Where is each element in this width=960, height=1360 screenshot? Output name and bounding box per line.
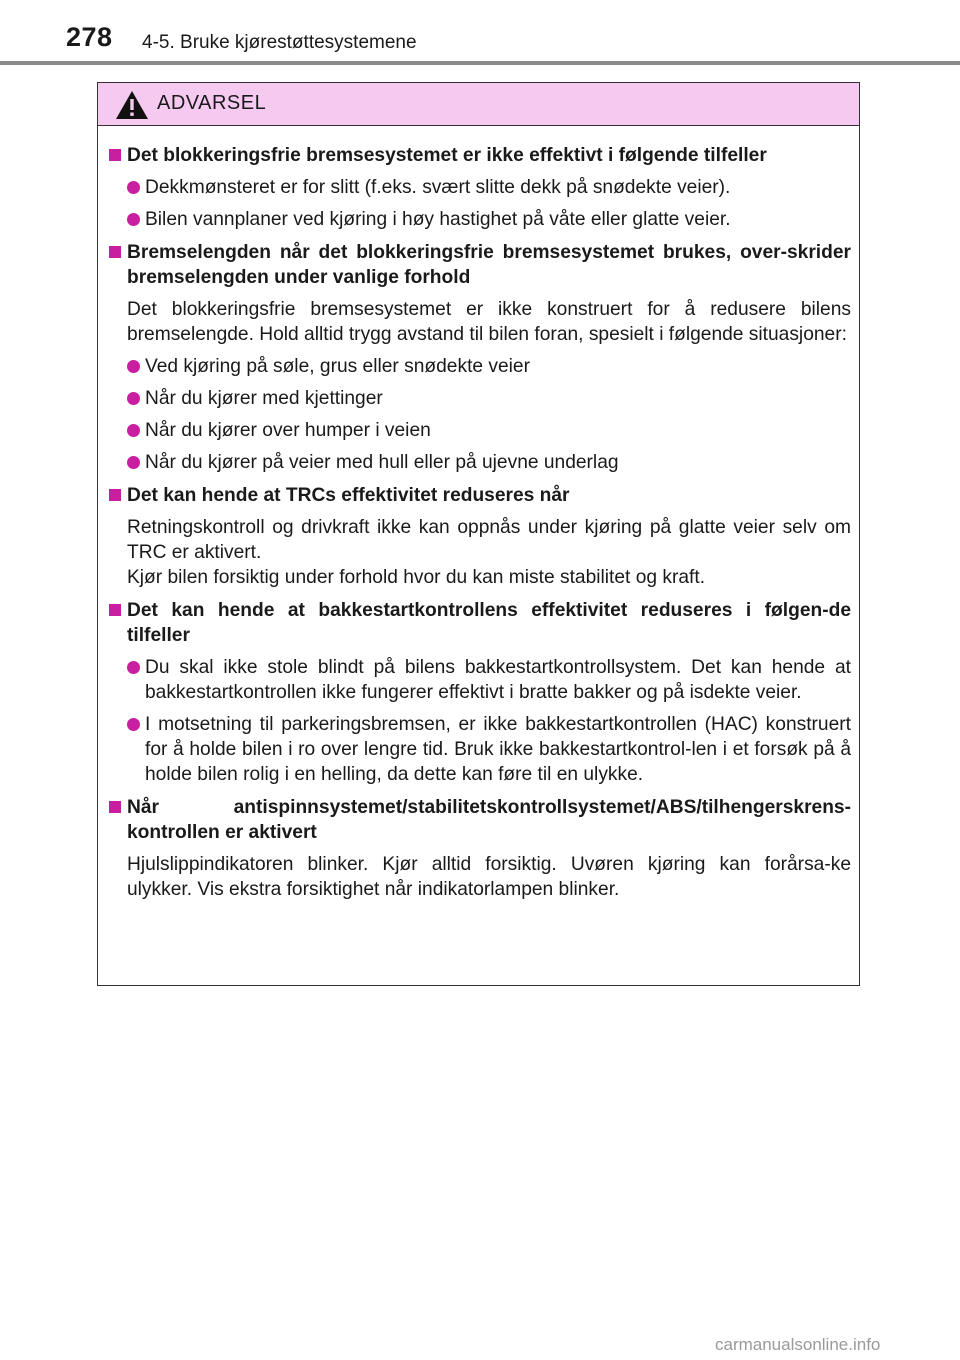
header-divider: [0, 61, 960, 65]
circle-bullet-icon: [127, 418, 145, 443]
list-item: Når du kjører på veier med hull eller på ujevne underlag: [108, 450, 851, 475]
section-body: Hjulslippindikatoren blinker. Kjør alltid forsiktig. Uvøren kjøring kan forårsa-ke ulykker. Vis ekstra forsiktighet når indikatorlampen blinker.: [127, 854, 851, 900]
list-item: Bilen vannplaner ved kjøring i høy hastighet på våte eller glatte veier.: [108, 207, 851, 232]
warning-section: [108, 795, 851, 902]
list-item: Når du kjører med kjettinger: [108, 386, 851, 411]
section-body: Kjør bilen forsiktig under forhold hvor du kan miste stabilitet og kraft.: [127, 567, 706, 588]
section-body: Retningskontroll og drivkraft ikke kan oppnås under kjøring på glatte veier selv om TRC er aktivert.: [127, 517, 851, 563]
circle-bullet-icon: [127, 354, 145, 379]
circle-bullet-icon: [127, 450, 145, 475]
list-item: Når du kjører over humper i veien: [108, 418, 851, 443]
section-heading: Bremselengden når det blokkeringsfrie bremsesystemet brukes, over-skrider bremselengden under vanlige forhold: [108, 240, 851, 290]
warning-label: ADVARSEL: [157, 92, 267, 114]
section-body: Det blokkeringsfrie bremsesystemet er ikke konstruert for å redusere bilens bremselengde. Hold alltid trygg avstand til bilen foran, spesielt i følgende situasjoner:: [127, 299, 851, 345]
square-bullet-icon: [108, 795, 124, 807]
warning-triangle-icon: [115, 90, 149, 120]
square-bullet-icon: [108, 240, 124, 252]
circle-bullet-icon: [127, 655, 145, 705]
section-heading: Det kan hende at bakkestartkontrollens effektivitet reduseres i følgen-de tilfeller: [108, 598, 851, 648]
circle-bullet-icon: [127, 175, 145, 200]
list-item: Ved kjøring på søle, grus eller snødekte veier: [108, 354, 851, 379]
warning-box: [97, 82, 860, 986]
section-heading: Når antispinnsystemet/stabilitetskontrollsystemet/ABS/tilhengerskrens-kontrollen er aktivert: [108, 795, 851, 845]
warning-header: [98, 83, 859, 126]
warning-section: [108, 483, 851, 590]
section-title: 4-5. Bruke kjørestøttesystemene: [142, 32, 417, 53]
square-bullet-icon: [108, 598, 124, 610]
circle-bullet-icon: [127, 712, 145, 787]
warning-section: [108, 240, 851, 475]
watermark: carmanualsonline.info: [715, 1335, 881, 1354]
list-item: I motsetning til parkeringsbremsen, er ikke bakkestartkontrollen (HAC) konstruert for å holde bilen i ro over lengre tid. Bruk ikke bakkestartkontrol-len i et forsøk på å holde bilen rolig i en helling, da dette kan føre til en ulykke.: [108, 712, 851, 787]
square-bullet-icon: [108, 143, 124, 155]
section-heading: Det blokkeringsfrie bremsesystemet er ikke effektivt i følgende tilfeller: [108, 143, 851, 168]
page-header: [0, 0, 960, 68]
circle-bullet-icon: [127, 386, 145, 411]
circle-bullet-icon: [127, 207, 145, 232]
list-item: Du skal ikke stole blindt på bilens bakkestartkontrollsystem. Det kan hende at bakkestartkontrollen ikke fungerer effektivt i bratte bakker og på isdekte veier.: [108, 655, 851, 705]
list-item: Dekkmønsteret er for slitt (f.eks. svært slitte dekk på snødekte veier).: [108, 175, 851, 200]
warning-section: [108, 143, 851, 232]
square-bullet-icon: [108, 483, 124, 495]
section-heading: Det kan hende at TRCs effektivitet reduseres når: [108, 483, 851, 508]
warning-content: [98, 125, 859, 902]
page-number: 278: [66, 22, 113, 52]
warning-section: [108, 598, 851, 787]
